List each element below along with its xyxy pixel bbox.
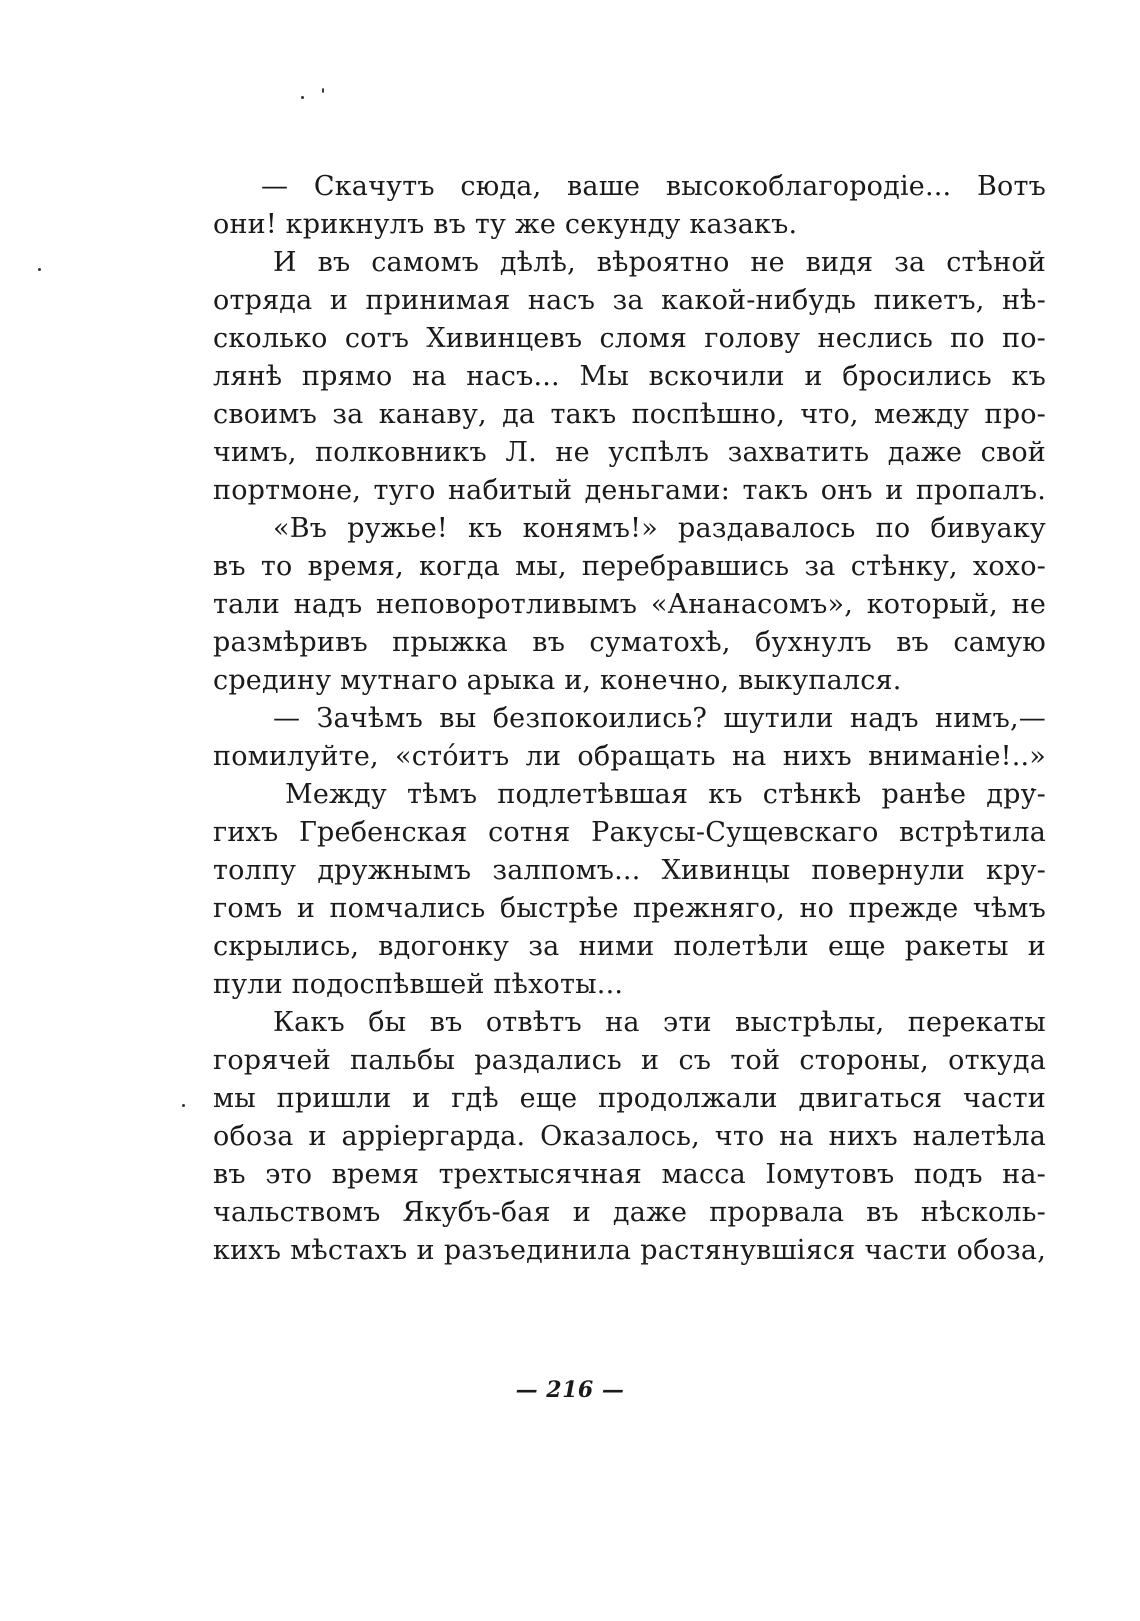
text-line: отряда и принимая насъ за какой-нибудь пикетъ, нѣ- bbox=[213, 285, 1046, 316]
text-line: помилуйте, «стóитъ ли обращать на нихъ вниманіе!..» bbox=[213, 741, 1046, 772]
text-line: въ то время, когда мы, перебравшись за стѣнку, хохо- bbox=[213, 551, 1046, 582]
text-line: сколько сотъ Хивинцевъ сломя голову неслись по по- bbox=[213, 323, 1046, 354]
text-line: лянѣ прямо на насъ... Мы вскочили и бросились къ bbox=[213, 361, 1046, 392]
text-line: гихъ Гребенская сотня Ракусы-Сущевскаго встрѣтила bbox=[213, 817, 1046, 848]
text-line: Между тѣмъ подлетѣвшая къ стѣнкѣ ранѣе дру- bbox=[285, 779, 1046, 810]
text-line: — Скачутъ сюда, ваше высокоблагородіе... Вотъ bbox=[261, 171, 1046, 202]
page-number: — 216 — bbox=[515, 1377, 625, 1403]
ink-speck bbox=[322, 88, 324, 93]
text-line: въ это время трехтысячная масса Іомутовъ подъ на- bbox=[213, 1159, 1046, 1190]
text-line: чальствомъ Якубъ-бая и даже прорвала въ нѣсколь- bbox=[213, 1197, 1046, 1228]
text-line: И въ самомъ дѣлѣ, вѣроятно не видя за стѣной bbox=[273, 247, 1046, 278]
text-line: портмоне, туго набитый деньгами: такъ онъ и пропалъ. bbox=[213, 475, 1046, 506]
text-line: средину мутнаго арыка и, конечно, выкупался. bbox=[213, 665, 902, 696]
text-line: горячей пальбы раздались и съ той стороны, откуда bbox=[213, 1045, 1046, 1076]
text-line: Какъ бы въ отвѣтъ на эти выстрѣлы, перекаты bbox=[273, 1007, 1046, 1038]
text-line: толпу дружнымъ залпомъ... Хивинцы повернули кру- bbox=[213, 855, 1046, 886]
ink-speck bbox=[182, 1104, 185, 1107]
body-text bbox=[213, 168, 1046, 1270]
text-line: чимъ, полковникъ Л. не успѣлъ захватить даже свой bbox=[213, 437, 1046, 468]
text-line: кихъ мѣстахъ и разъединила растянувшіяся части обоза, bbox=[213, 1235, 1046, 1266]
text-line: размѣривъ прыжка въ суматохѣ, бухнулъ въ самую bbox=[213, 627, 1046, 658]
text-line: мы пришли и гдѣ еще продолжали двигаться части bbox=[213, 1083, 1046, 1114]
text-line: своимъ за канаву, да такъ поспѣшно, что, между про- bbox=[213, 399, 1046, 430]
ink-speck bbox=[38, 268, 41, 271]
text-line: «Въ ружье! къ конямъ!» раздавалось по бивуаку bbox=[273, 513, 1046, 544]
text-line: обоза и арріергарда. Оказалось, что на нихъ налетѣла bbox=[213, 1121, 1046, 1152]
text-line: — Зачѣмъ вы безпокоились? шутили надъ нимъ,— bbox=[273, 703, 1046, 734]
text-line: они! крикнулъ въ ту же секунду казакъ. bbox=[213, 209, 798, 240]
text-line: гомъ и помчались быстрѣе прежняго, но прежде чѣмъ bbox=[213, 893, 1046, 924]
text-line: пули подоспѣвшей пѣхоты... bbox=[213, 969, 624, 1000]
ink-speck bbox=[301, 96, 304, 99]
text-line: тали надъ неповоротливымъ «Ананасомъ», который, не bbox=[213, 589, 1046, 620]
text-line: скрылись, вдогонку за ними полетѣли еще ракеты и bbox=[213, 931, 1046, 962]
